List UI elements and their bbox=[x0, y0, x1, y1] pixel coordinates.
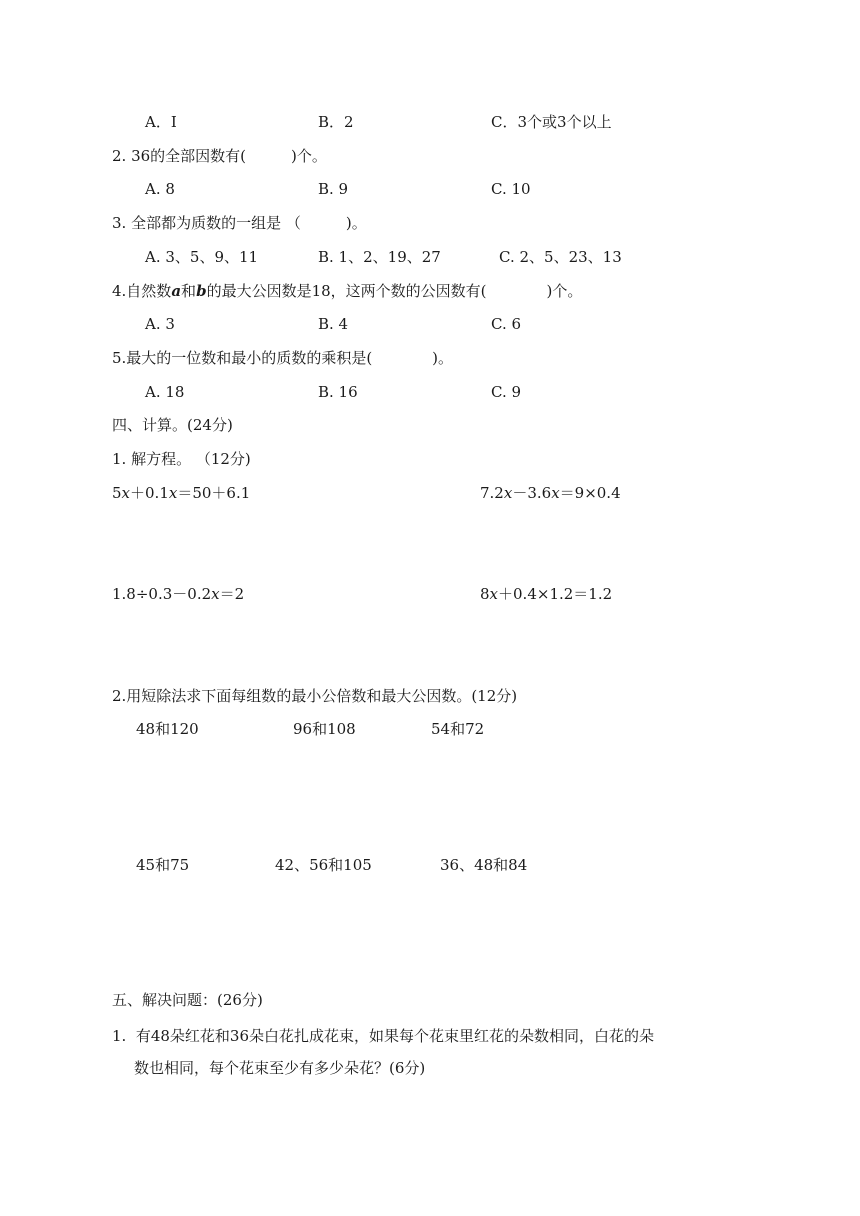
q1-option-b: B．2 bbox=[318, 113, 354, 131]
number-group: 54和72 bbox=[431, 720, 485, 738]
q1-option-c: C．3个或3个以上 bbox=[491, 113, 612, 131]
number-group: 96和108 bbox=[293, 720, 356, 738]
equation-1: 5x＋0.1x＝50＋6.1 bbox=[112, 484, 251, 502]
section5-q1-line2: 数也相同，每个花束至少有多少朵花？(6分) bbox=[134, 1059, 426, 1077]
q2-option-b: B. 9 bbox=[318, 180, 349, 198]
q3-option-a: A. 3、5、9、11 bbox=[145, 248, 259, 266]
q2-option-c: C. 10 bbox=[491, 180, 531, 198]
q3-stem: 3. 全部都为质数的一组是 （ )。 bbox=[112, 214, 367, 232]
q4-option-a: A. 3 bbox=[145, 315, 175, 333]
q3-option-c: C. 2、5、23、13 bbox=[499, 248, 622, 266]
section5-q1-line1: 1. 有48朵红花和36朵白花扎成花束，如果每个花束里红花的朵数相同，白花的朵 bbox=[112, 1027, 655, 1045]
q4-option-b: B. 4 bbox=[318, 315, 349, 333]
q3-option-b: B. 1、2、19、27 bbox=[318, 248, 441, 266]
q5-option-b: B. 16 bbox=[318, 383, 358, 401]
section5-title: 五、解决问题：(26分) bbox=[112, 991, 263, 1009]
q4-option-c: C. 6 bbox=[491, 315, 522, 333]
q5-option-c: C. 9 bbox=[491, 383, 522, 401]
equation-3: 1.8÷0.3－0.2x＝2 bbox=[112, 585, 245, 603]
number-group: 36、48和84 bbox=[440, 856, 528, 874]
section4-title: 四、计算。(24分) bbox=[112, 416, 233, 434]
number-group: 48和120 bbox=[136, 720, 199, 738]
equation-2: 7.2x－3.6x＝9×0.4 bbox=[480, 484, 621, 502]
q5-stem: 5.最大的一位数和最小的质数的乘积是( )。 bbox=[112, 349, 454, 367]
q1-option-a: A．I bbox=[145, 113, 177, 131]
equation-4: 8x＋0.4×1.2＝1.2 bbox=[480, 585, 613, 603]
variable-a: a bbox=[171, 282, 182, 300]
q4-stem: 4.自然数a和b的最大公因数是18，这两个数的公因数有( )个。 bbox=[112, 282, 583, 300]
number-group: 45和75 bbox=[136, 856, 190, 874]
q2-stem: 2. 36的全部因数有( )个。 bbox=[112, 147, 327, 165]
variable-b: b bbox=[196, 282, 207, 300]
section4-part2-title: 2.用短除法求下面每组数的最小公倍数和最大公因数。(12分) bbox=[112, 687, 518, 705]
section4-part1-title: 1. 解方程。 （12分) bbox=[112, 450, 251, 468]
q5-option-a: A. 18 bbox=[145, 383, 185, 401]
q2-option-a: A. 8 bbox=[145, 180, 175, 198]
number-group: 42、56和105 bbox=[275, 856, 372, 874]
